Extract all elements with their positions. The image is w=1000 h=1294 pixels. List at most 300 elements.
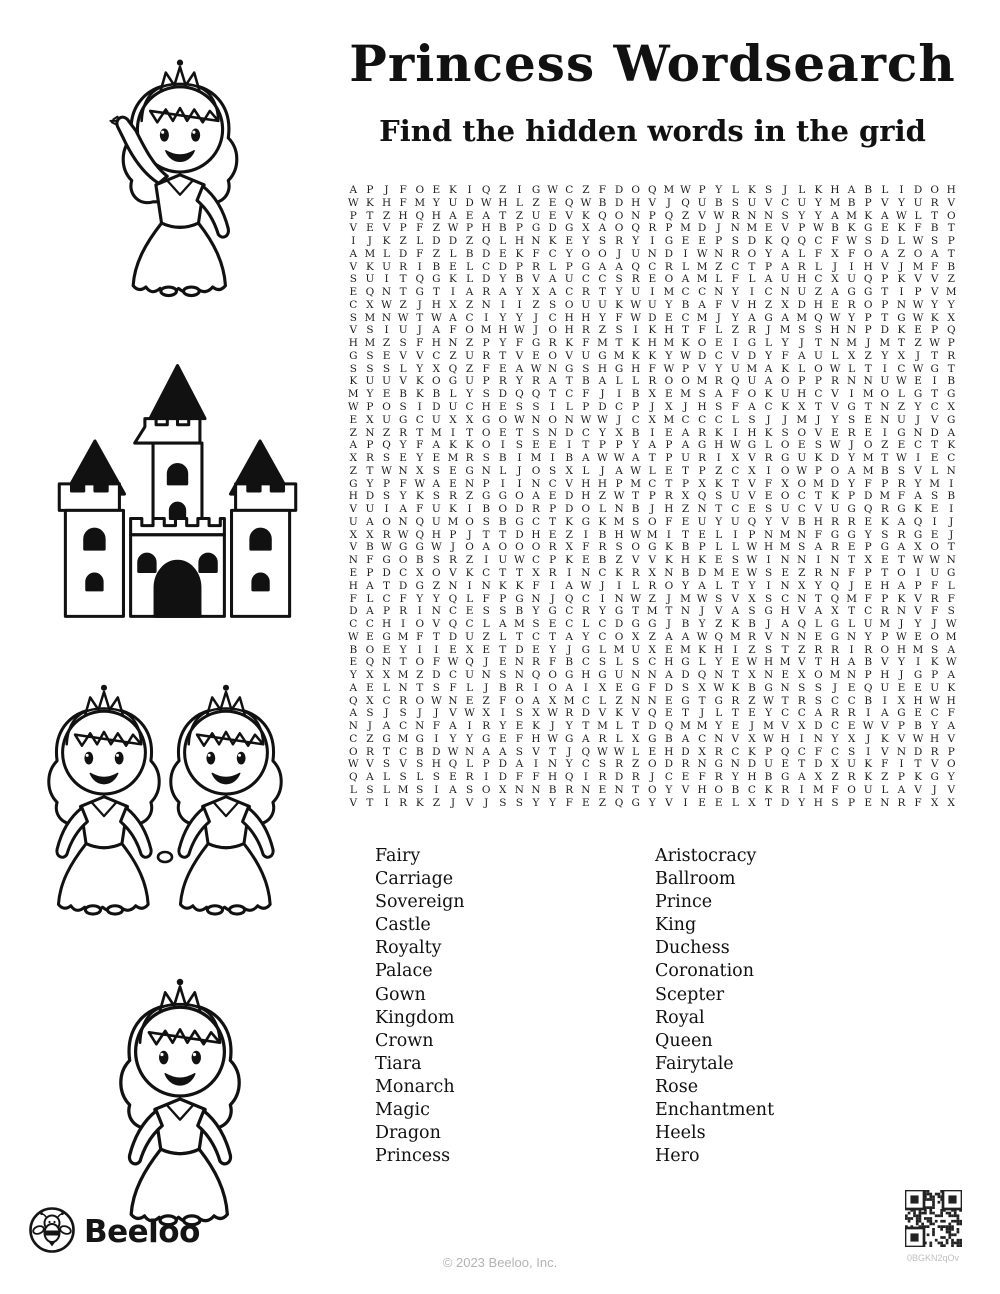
grid-letter: V: [881, 260, 889, 273]
grid-letter: W: [480, 196, 492, 209]
word-list-item: Dragon: [375, 1123, 441, 1144]
grid-letter: M: [696, 273, 708, 286]
grid-letter: L: [632, 745, 640, 758]
grid-letter: G: [864, 286, 873, 299]
grid-letter: R: [399, 260, 408, 273]
grid-letter: P: [881, 630, 889, 643]
grid-letter: T: [814, 592, 822, 605]
grid-letter: J: [766, 413, 771, 426]
grid-letter: I: [517, 477, 522, 490]
grid-letter: I: [666, 528, 671, 541]
grid-letter: Q: [382, 439, 391, 452]
grid-letter: O: [797, 477, 807, 490]
grid-letter: M: [563, 694, 575, 707]
grid-letter: C: [731, 464, 740, 477]
grid-letter: U: [365, 503, 375, 516]
grid-letter: R: [581, 605, 590, 618]
grid-letter: S: [499, 796, 507, 809]
grid-letter: P: [515, 222, 523, 235]
grid-letter: G: [864, 222, 873, 235]
grid-letter: Z: [465, 235, 474, 248]
grid-letter: S: [399, 707, 407, 720]
grid-letter: K: [615, 707, 623, 720]
grid-letter: H: [747, 771, 757, 784]
grid-letter: L: [383, 783, 391, 796]
grid-letter: V: [764, 630, 773, 643]
grid-letter: U: [880, 375, 890, 388]
grid-letter: E: [914, 681, 922, 694]
grid-letter: Z: [416, 669, 424, 682]
grid-letter: H: [548, 771, 558, 784]
grid-letter: C: [565, 388, 574, 401]
grid-letter: G: [382, 554, 391, 567]
grid-letter: T: [416, 681, 424, 694]
grid-letter: H: [531, 528, 541, 541]
grid-letter: W: [929, 554, 941, 567]
grid-letter: J: [899, 260, 904, 273]
grid-letter: F: [665, 515, 673, 528]
grid-letter: D: [797, 298, 806, 311]
grid-letter: Q: [614, 796, 624, 809]
grid-letter: E: [880, 554, 889, 567]
grid-letter: L: [765, 337, 773, 350]
grid-letter: S: [432, 490, 440, 503]
grid-letter: V: [731, 349, 740, 362]
grid-letter: V: [914, 592, 922, 605]
grid-letter: E: [349, 656, 358, 669]
grid-letter: I: [384, 324, 389, 337]
grid-letter: R: [847, 515, 856, 528]
grid-letter: P: [648, 209, 656, 222]
grid-letter: B: [930, 222, 939, 235]
grid-letter: C: [864, 605, 873, 618]
grid-letter: O: [415, 694, 425, 707]
grid-letter: A: [366, 605, 374, 618]
grid-letter: E: [797, 439, 806, 452]
grid-letter: L: [549, 260, 557, 273]
grid-letter: F: [930, 605, 939, 618]
brand-name: Beeloo: [84, 1214, 200, 1250]
grid-letter: T: [366, 464, 374, 477]
grid-letter: Z: [366, 732, 374, 745]
grid-letter: G: [714, 694, 723, 707]
grid-letter: P: [549, 554, 557, 567]
grid-letter: Q: [731, 375, 740, 388]
word-list-item: Coronation: [655, 961, 754, 982]
grid-letter: D: [498, 758, 507, 771]
grid-letter: V: [914, 783, 922, 796]
grid-letter: K: [365, 196, 374, 209]
grid-letter: K: [415, 388, 424, 401]
grid-letter: F: [548, 656, 557, 669]
grid-letter: A: [847, 184, 856, 196]
grid-letter: F: [731, 273, 739, 286]
grid-letter: X: [748, 796, 756, 809]
grid-letter: L: [715, 273, 723, 286]
grid-letter: N: [780, 630, 790, 643]
grid-letter: V: [415, 349, 424, 362]
grid-letter: J: [367, 235, 373, 248]
grid-letter: P: [598, 439, 606, 452]
grid-letter: F: [648, 681, 656, 694]
grid-letter: D: [432, 669, 441, 682]
grid-letter: I: [567, 566, 572, 579]
grid-letter: E: [930, 528, 939, 541]
grid-letter: X: [847, 349, 856, 362]
grid-letter: N: [697, 503, 707, 516]
grid-letter: H: [398, 209, 408, 222]
grid-letter: F: [432, 656, 440, 669]
grid-letter: R: [747, 630, 756, 643]
grid-letter: C: [664, 771, 673, 784]
grid-letter: T: [515, 566, 523, 579]
grid-letter: C: [797, 503, 806, 516]
grid-letter: A: [515, 758, 524, 771]
grid-row: [345, 529, 961, 542]
grid-letter: D: [664, 758, 674, 771]
grid-letter: Q: [448, 758, 458, 771]
grid-letter: I: [533, 758, 539, 771]
grid-letter: F: [914, 796, 922, 809]
grid-letter: T: [765, 796, 773, 809]
grid-row: [345, 567, 961, 580]
grid-letter: L: [366, 592, 374, 605]
grid-row: [345, 516, 961, 529]
grid-letter: X: [698, 477, 706, 490]
grid-letter: G: [930, 771, 939, 784]
grid-letter: E: [548, 439, 557, 452]
grid-letter: L: [466, 260, 474, 273]
grid-letter: I: [949, 503, 954, 516]
grid-letter: Z: [748, 694, 756, 707]
grid-letter: N: [863, 375, 873, 388]
grid-letter: I: [467, 579, 472, 592]
grid-letter: G: [631, 796, 640, 809]
grid-letter: M: [862, 464, 874, 477]
grid-letter: R: [548, 541, 557, 554]
grid-letter: K: [565, 337, 574, 350]
grid-letter: G: [598, 349, 607, 362]
grid-letter: A: [781, 247, 789, 260]
grid-letter: R: [565, 707, 574, 720]
grid-letter: G: [565, 222, 574, 235]
grid-letter: P: [482, 337, 490, 350]
grid-letter: V: [399, 375, 407, 388]
grid-letter: C: [648, 656, 657, 669]
grid-letter: A: [432, 439, 441, 452]
grid-letter: R: [565, 783, 574, 796]
grid-letter: M: [729, 630, 741, 643]
grid-letter: D: [598, 401, 607, 414]
grid-letter: F: [698, 771, 706, 784]
grid-letter: Z: [432, 247, 440, 260]
grid-letter: K: [449, 184, 457, 196]
grid-letter: P: [366, 184, 374, 196]
grid-letter: X: [831, 273, 839, 286]
grid-letter: Q: [946, 324, 956, 337]
grid-letter: Z: [881, 771, 889, 784]
grid-letter: M: [862, 452, 874, 465]
grid-letter: V: [947, 196, 956, 209]
grid-letter: I: [467, 503, 472, 516]
grid-letter: E: [498, 426, 507, 439]
grid-letter: R: [498, 375, 507, 388]
grid-letter: Z: [482, 630, 490, 643]
grid-letter: T: [615, 337, 623, 350]
grid-letter: K: [565, 515, 574, 528]
grid-letter: N: [631, 694, 641, 707]
grid-letter: Z: [465, 554, 474, 567]
grid-letter: Q: [531, 388, 541, 401]
grid-letter: A: [598, 260, 607, 273]
grid-letter: L: [814, 618, 822, 631]
grid-letter: F: [831, 235, 839, 248]
grid-letter: O: [697, 337, 707, 350]
grid-letter: E: [465, 694, 474, 707]
grid-letter: U: [431, 413, 441, 426]
grid-letter: Q: [830, 579, 840, 592]
grid-letter: Y: [432, 592, 440, 605]
grid-letter: O: [814, 669, 823, 682]
grid-letter: J: [766, 324, 771, 337]
grid-letter: Z: [615, 694, 623, 707]
grid-letter: U: [398, 324, 408, 337]
grid-letter: S: [349, 311, 357, 324]
grid-letter: H: [813, 298, 823, 311]
grid-letter: M: [397, 669, 409, 682]
grid-letter: A: [947, 669, 956, 682]
grid-letter: C: [731, 260, 740, 273]
grid-letter: Y: [814, 209, 822, 222]
grid-letter: B: [498, 515, 507, 528]
grid-letter: L: [565, 401, 573, 414]
grid-letter: D: [814, 758, 823, 771]
grid-letter: T: [814, 490, 822, 503]
grid-letter: D: [498, 260, 507, 273]
grid-letter: V: [731, 592, 740, 605]
grid-letter: Z: [831, 771, 839, 784]
grid-row: [345, 363, 961, 376]
grid-letter: J: [816, 413, 821, 426]
grid-letter: Q: [448, 362, 458, 375]
grid-letter: Y: [914, 477, 922, 490]
grid-letter: N: [431, 605, 441, 618]
grid-letter: A: [532, 490, 540, 503]
grid-letter: Y: [648, 796, 656, 809]
grid-letter: P: [482, 758, 490, 771]
grid-letter: N: [647, 247, 657, 260]
grid-letter: S: [615, 273, 623, 286]
grid-row: [345, 644, 961, 657]
grid-letter: V: [914, 605, 922, 618]
grid-letter: V: [349, 541, 358, 554]
grid-letter: G: [714, 758, 723, 771]
grid-letter: A: [482, 209, 490, 222]
grid-letter: E: [781, 566, 789, 579]
grid-letter: Z: [399, 235, 407, 248]
grid-letter: T: [681, 464, 689, 477]
grid-letter: P: [482, 477, 490, 490]
grid-letter: W: [597, 413, 608, 426]
grid-letter: H: [830, 656, 840, 669]
grid-letter: I: [384, 503, 389, 516]
grid-letter: S: [748, 605, 756, 618]
grid-letter: E: [548, 196, 557, 209]
grid-letter: S: [432, 464, 440, 477]
grid-letter: P: [681, 362, 690, 375]
grid-letter: Y: [748, 579, 756, 592]
grid-letter: N: [631, 209, 641, 222]
grid-row: [345, 286, 961, 299]
grid-letter: A: [449, 720, 457, 733]
grid-letter: W: [945, 656, 957, 669]
grid-letter: N: [730, 758, 740, 771]
grid-letter: B: [631, 426, 640, 439]
grid-letter: N: [365, 426, 375, 439]
grid-letter: N: [398, 464, 408, 477]
grid-letter: N: [514, 669, 524, 682]
grid-letter: A: [698, 579, 706, 592]
grid-letter: N: [763, 528, 774, 541]
grid-letter: K: [897, 592, 906, 605]
grid-letter: W: [796, 464, 808, 477]
grid-letter: H: [597, 477, 608, 490]
grid-letter: S: [382, 490, 391, 503]
grid-letter: G: [531, 337, 541, 350]
grid-row: [345, 184, 961, 197]
word-list-item: Rose: [655, 1076, 699, 1097]
grid-letter: G: [531, 222, 541, 235]
grid-letter: S: [598, 235, 607, 248]
grid-letter: J: [600, 388, 605, 401]
grid-letter: V: [382, 222, 391, 235]
grid-letter: E: [548, 490, 557, 503]
grid-letter: B: [947, 260, 956, 273]
grid-letter: J: [600, 464, 605, 477]
grid-letter: P: [814, 375, 822, 388]
grid-letter: W: [514, 413, 525, 426]
grid-letter: Z: [432, 796, 440, 809]
grid-letter: I: [932, 515, 937, 528]
page-title: Princess Wordsearch: [349, 34, 956, 93]
grid-letter: E: [731, 656, 740, 669]
grid-letter: K: [731, 618, 740, 631]
grid-letter: I: [417, 260, 422, 273]
grid-letter: O: [614, 209, 624, 222]
grid-letter: X: [698, 681, 706, 694]
grid-letter: Y: [449, 732, 457, 745]
grid-letter: P: [881, 298, 889, 311]
grid-letter: B: [864, 656, 873, 669]
grid-letter: R: [831, 515, 839, 528]
grid-letter: U: [365, 375, 375, 388]
grid-letter: E: [665, 707, 673, 720]
grid-letter: L: [831, 349, 839, 362]
grid-letter: A: [831, 286, 839, 299]
grid-letter: G: [515, 515, 524, 528]
grid-letter: C: [681, 413, 690, 426]
grid-letter: I: [517, 452, 522, 465]
grid-letter: V: [349, 260, 358, 273]
grid-letter: V: [914, 273, 922, 286]
grid-letter: S: [798, 541, 806, 554]
grid-letter: K: [532, 720, 540, 733]
grid-letter: K: [864, 771, 873, 784]
grid-letter: X: [681, 490, 690, 503]
grid-letter: H: [680, 554, 691, 567]
grid-letter: L: [731, 413, 739, 426]
grid-letter: P: [947, 337, 955, 350]
grid-letter: W: [746, 566, 758, 579]
grid-letter: Q: [863, 273, 873, 286]
grid-letter: P: [648, 490, 656, 503]
grid-letter: F: [897, 490, 906, 503]
grid-letter: T: [931, 388, 939, 401]
grid-letter: A: [897, 515, 906, 528]
grid-letter: G: [913, 669, 923, 682]
grid-letter: V: [814, 426, 823, 439]
grid-letter: R: [449, 554, 457, 567]
grid-letter: U: [598, 298, 607, 311]
qr-code-block: [903, 1190, 963, 1263]
grid-letter: U: [780, 273, 790, 286]
grid-letter: H: [813, 515, 823, 528]
grid-letter: E: [714, 554, 723, 567]
grid-letter: P: [897, 771, 905, 784]
grid-letter: B: [548, 783, 557, 796]
grid-letter: S: [349, 362, 357, 375]
grid-letter: N: [481, 298, 491, 311]
grid-letter: S: [698, 388, 706, 401]
grid-letter: Z: [814, 286, 823, 299]
grid-letter: M: [430, 426, 442, 439]
grid-row: [345, 554, 961, 567]
grid-letter: K: [781, 362, 790, 375]
grid-letter: A: [748, 401, 756, 414]
grid-letter: X: [731, 452, 740, 465]
word-list-item: Queen: [655, 1030, 713, 1051]
grid-letter: B: [415, 554, 424, 567]
grid-letter: X: [698, 745, 706, 758]
grid-letter: C: [531, 515, 541, 528]
grid-letter: A: [349, 184, 358, 196]
grid-row: [345, 452, 961, 465]
grid-letter: W: [430, 311, 442, 324]
grid-letter: G: [780, 771, 790, 784]
grid-letter: C: [565, 618, 574, 631]
grid-letter: C: [448, 605, 457, 618]
grid-letter: K: [515, 247, 524, 260]
grid-letter: G: [631, 618, 640, 631]
grid-letter: V: [748, 490, 756, 503]
grid-letter: O: [515, 541, 524, 554]
grid-letter: M: [397, 630, 409, 643]
grid-letter: G: [498, 490, 507, 503]
grid-letter: I: [583, 528, 588, 541]
grid-letter: C: [830, 694, 839, 707]
grid-letter: C: [581, 758, 590, 771]
grid-letter: M: [680, 222, 691, 235]
grid-letter: O: [465, 324, 474, 337]
grid-letter: Q: [747, 515, 757, 528]
grid-letter: W: [547, 707, 559, 720]
grid-letter: U: [382, 260, 391, 273]
grid-letter: H: [431, 209, 441, 222]
grid-letter: K: [498, 579, 507, 592]
page-subtitle: Find the hidden words in the grid: [379, 114, 926, 148]
grid-letter: B: [864, 694, 873, 707]
grid-letter: X: [798, 720, 806, 733]
